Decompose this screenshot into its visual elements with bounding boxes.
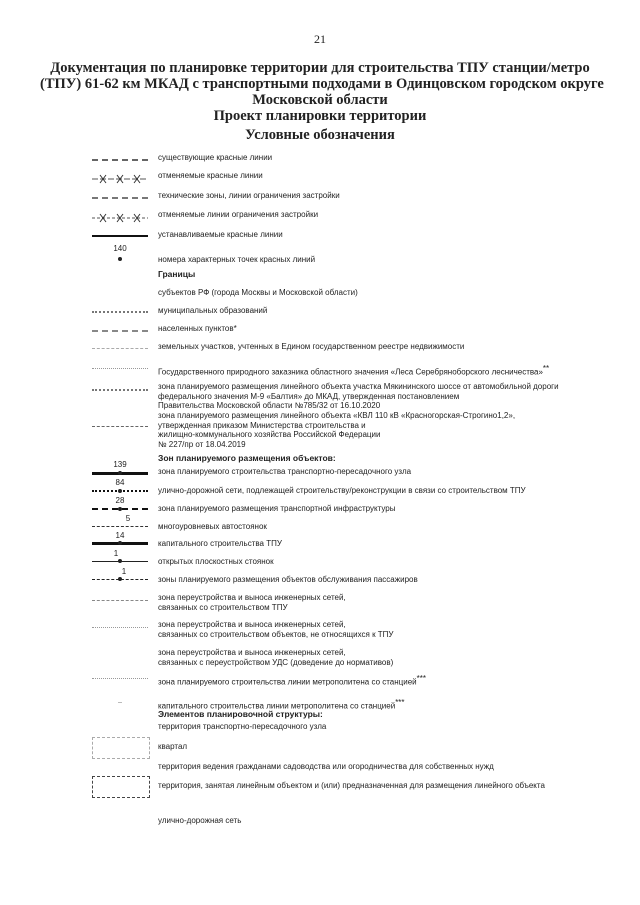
legend-label: устанавливаемые красные линии — [158, 230, 283, 239]
legend-label: квартал — [158, 742, 188, 751]
legend-label: земельных участков, учтенных в Едином государственном реестре недвижимости — [158, 342, 465, 351]
passenger-service-zone-symbol — [90, 567, 150, 588]
legend-label: муниципальных образований — [158, 306, 268, 315]
legend-label-line: федерального значения М-9 «Балтия» до МКАД, утвержденная постановлением — [158, 391, 460, 401]
legend-label — [158, 648, 393, 667]
legend-number: 139 — [113, 460, 127, 469]
utility-relocation-tpu-symbol — [90, 592, 150, 610]
legend-row — [90, 775, 610, 803]
kvl-zone-symbol — [90, 410, 150, 428]
legend-row — [90, 514, 610, 535]
legend-label — [158, 620, 394, 639]
title-line: Проект планировки территории — [213, 108, 427, 124]
legend-number: 84 — [115, 478, 125, 487]
title-line: (ТПУ) 61-62 км МКАД с транспортными подходами в Одинцовском городском округе — [40, 76, 604, 92]
restriction-line-symbol — [90, 190, 150, 208]
legend-label: зоны планируемого размещения объектов обслуживания пассажиров — [158, 575, 418, 584]
legend-label: территория транспортно-пересадочного узла — [158, 722, 327, 731]
legend-label — [158, 382, 559, 411]
legend-label: многоуровневых автостоянок — [158, 522, 267, 531]
legend-row — [90, 410, 610, 450]
legend-label-line: зона переустройства и выноса инженерных сетей, — [158, 593, 346, 602]
point-dot-icon — [118, 577, 122, 581]
document-title — [40, 60, 604, 124]
legend-label: населенных пунктов* — [158, 324, 237, 333]
existing-red-line-symbol — [90, 152, 150, 170]
legend-label: капитального строительства ТПУ — [158, 539, 282, 548]
block-symbol — [90, 737, 150, 763]
legend-number: 1 — [113, 549, 119, 558]
title-line: Документация по планировке территории для строительства ТПУ станции/метро — [50, 60, 590, 76]
point-dot-icon — [118, 257, 122, 261]
legend-label-line: зона планируемого размещения линейного объекта участка Мякининского шоссе от автомобильной дороги — [158, 382, 559, 391]
point-dot-icon — [118, 507, 122, 511]
legend-row — [90, 305, 610, 323]
legend-number: 5 — [125, 514, 131, 523]
legend-label-line: зона планируемого размещения линейного объекта «КВЛ 110 кВ «Красногорская-Строгино1,2», — [158, 411, 516, 420]
legend-label-line: Правительства Московской области №785/32 от 16.10.2020 — [158, 401, 381, 410]
legend-row — [90, 361, 610, 379]
legend-row — [90, 190, 610, 208]
legend-number: 14 — [115, 531, 125, 540]
legend-row — [90, 531, 610, 552]
legend-label — [158, 593, 346, 612]
legend-label-line: связанных со строительством ТПУ — [158, 602, 288, 612]
legend-section-header: Границы — [158, 269, 196, 279]
legend-label-line: зона переустройства и выноса инженерных сетей, — [158, 648, 346, 657]
legend-row — [90, 673, 610, 691]
legend-label: территория, занятая линейным объектом и (или) предназначенная для размещения линейного объекта — [158, 781, 545, 790]
legend-label: открытых плоскостных стоянок — [158, 557, 274, 566]
footnote-mark: *** — [416, 674, 426, 683]
legend-row — [90, 244, 610, 265]
legend-label: отменяемые линии ограничения застройки — [158, 210, 319, 219]
legend-row — [90, 287, 610, 305]
linear-object-zone-symbol — [90, 381, 150, 399]
legend-number: 140 — [113, 244, 127, 253]
legend-label: отменяемые красные линии — [158, 171, 263, 180]
legend-row — [90, 549, 610, 570]
legend-label: территория ведения гражданами садоводства или огородничества для собственных нужд — [158, 762, 494, 771]
legend-row — [90, 229, 610, 247]
legend-number: 1 — [121, 567, 127, 576]
legend-label: существующие красные линии — [158, 153, 273, 162]
legend-label — [158, 674, 426, 687]
legend-label-line: связанных со строительством объектов, не относящихся к ТПУ — [158, 629, 394, 639]
legend-label-text: зона планируемого строительства линии метрополитена со станцией — [158, 677, 417, 687]
legend-label: зона планируемого строительства транспортно-пересадочного узла — [158, 467, 412, 476]
municipal-boundary-symbol — [90, 305, 150, 323]
page-number: 21 — [314, 32, 326, 46]
point-dot-icon — [118, 559, 122, 563]
legend-label-text: капитального строительства линии метрополитена со станцией — [158, 701, 396, 711]
legend-row — [90, 496, 610, 517]
legend-row — [90, 567, 610, 588]
legend-label-line: жилищно-коммунального хозяйства Российской Федерации — [158, 430, 381, 439]
legend-row — [90, 592, 610, 614]
legend-label: улично-дорожной сети, подлежащей строительству/реконструкции в связи со строительством ТПУ — [158, 486, 526, 495]
legend-row — [90, 460, 610, 481]
legend-label-text: Государственного природного заказника областного значения «Леса Серебряноборского лесничества» — [158, 367, 543, 377]
land-plot-boundary-symbol — [90, 341, 150, 359]
legend-row — [90, 152, 610, 170]
legend-row — [90, 269, 610, 287]
footnote-mark: ** — [542, 364, 550, 373]
legend-title: Условные обозначения — [245, 127, 395, 143]
settlement-boundary-symbol — [90, 323, 150, 341]
legend-row — [90, 381, 610, 413]
point-dot-icon — [118, 489, 122, 493]
legend-label-line: утвержденная приказом Министерства строительства и — [158, 420, 366, 430]
legend-label-line: зона переустройства и выноса инженерных сетей, — [158, 620, 346, 629]
legend-label: технические зоны, линии ограничения застройки — [158, 191, 340, 200]
legend-row — [90, 803, 610, 825]
legend-label: зона планируемого размещения транспортной инфраструктуры — [158, 504, 396, 513]
point-dot-icon — [118, 541, 122, 545]
legend-number: 28 — [115, 496, 125, 505]
legend-label-line: связанных с переустройством УДС (доведение до нормативов) — [158, 657, 394, 667]
legend-row — [90, 619, 610, 641]
metro-zone-symbol — [90, 673, 150, 691]
legend-row — [90, 478, 610, 499]
legend-section-header: Зон планируемого размещения объектов: — [158, 453, 336, 463]
legend-label — [158, 411, 515, 449]
legend-row — [90, 341, 610, 359]
legend-label-line: № 227/пр от 18.04.2019 — [158, 439, 246, 449]
legend-label — [158, 364, 549, 377]
point-number-symbol — [90, 244, 150, 265]
legend-label: номера характерных точек красных линий — [158, 255, 316, 264]
linear-object-territory-symbol — [90, 775, 150, 803]
legend-label: улично-дорожная сеть — [158, 816, 242, 825]
legend-row — [90, 209, 610, 227]
legend-row — [90, 737, 610, 763]
cancelled-red-line-symbol — [90, 170, 150, 188]
legend-section-header: Элементов планировочной структуры: — [158, 709, 323, 719]
legend-row — [90, 323, 610, 341]
point-dot-icon — [118, 471, 122, 475]
utility-relocation-other-symbol — [90, 619, 150, 637]
title-line: Московской области — [252, 92, 388, 108]
footnote-mark: *** — [395, 698, 405, 707]
legend-row — [90, 647, 610, 669]
cancelled-restriction-line-symbol — [90, 209, 150, 227]
legend-label: субъектов РФ (города Москвы и Московской области) — [158, 288, 358, 297]
legend-row — [90, 170, 610, 188]
reserve-boundary-symbol — [90, 361, 150, 379]
